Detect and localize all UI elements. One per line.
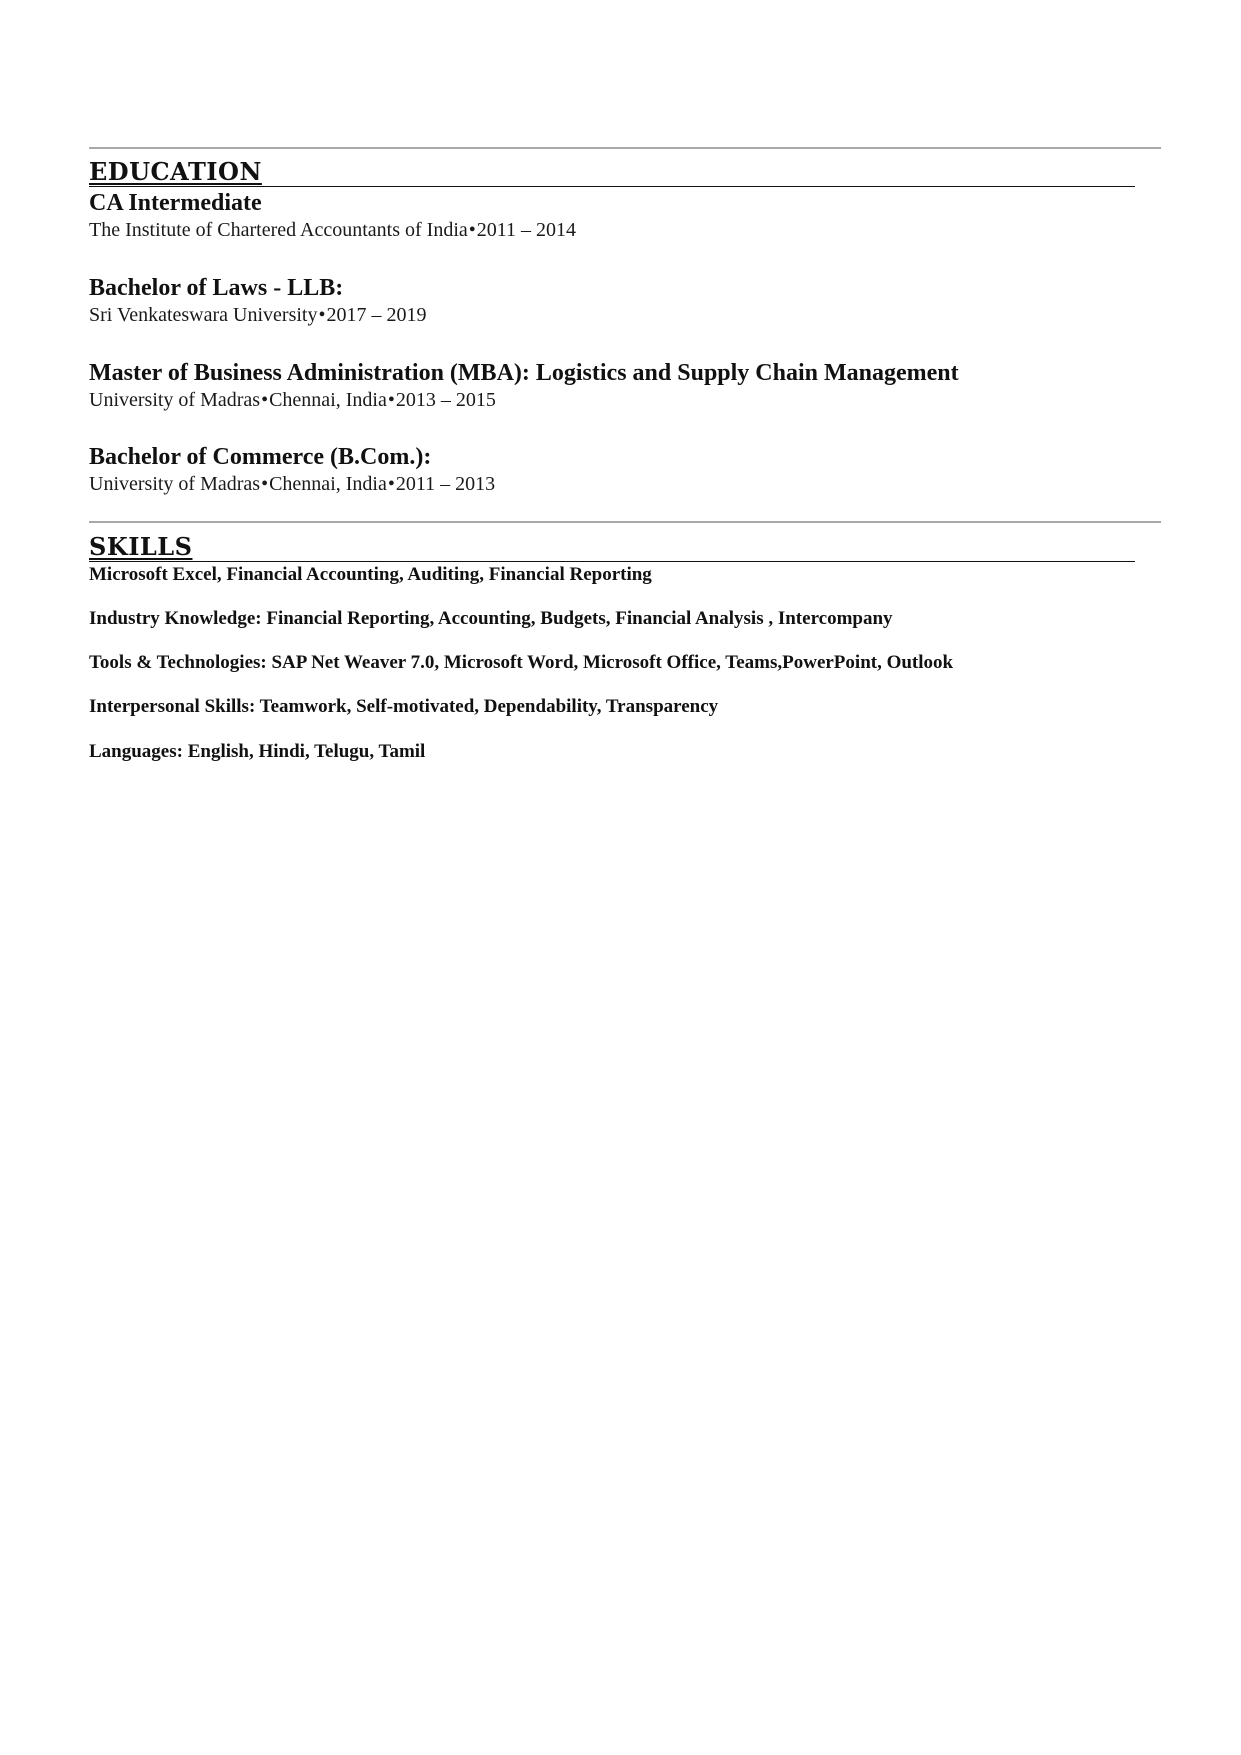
degree-title: Bachelor of Laws - LLB: <box>89 275 344 301</box>
degree-title: Master of Business Administration (MBA): Logistics and Supply Chain Management <box>89 360 959 386</box>
section-divider <box>89 521 1161 523</box>
skills-line-industry-knowledge: Industry Knowledge: Financial Reporting, Accounting, Budgets, Financial Analysis , Intercompany <box>89 608 893 629</box>
education-entry <box>89 443 1169 497</box>
institution: University of Madras <box>89 473 261 495</box>
education-entry <box>89 189 1169 243</box>
years: 2013 – 2015 <box>395 389 496 411</box>
location: Chennai, India <box>269 389 387 411</box>
institution: University of Madras <box>89 389 261 411</box>
degree-details <box>89 471 1169 497</box>
separator: • <box>468 219 476 241</box>
education-entry <box>89 359 1169 413</box>
skills-line-tools-technologies: Tools & Technologies: SAP Net Weaver 7.0, Microsoft Word, Microsoft Office, Teams,PowerPoint, Outlook <box>89 652 954 673</box>
separator: • <box>387 473 395 495</box>
degree-details <box>89 302 1169 328</box>
skills-heading: SKILLS <box>89 533 1135 562</box>
degree-title: Bachelor of Commerce (B.Com.): <box>89 444 432 470</box>
institution: Sri Venkateswara University <box>89 304 318 326</box>
separator: • <box>387 389 395 411</box>
degree-details <box>89 217 1169 243</box>
section-divider <box>89 147 1161 149</box>
skills-line-languages: Languages: English, Hindi, Telugu, Tamil <box>89 741 426 762</box>
separator: • <box>318 304 326 326</box>
education-entry <box>89 274 1169 328</box>
institution: The Institute of Chartered Accountants of India <box>89 219 468 241</box>
separator: • <box>261 473 269 495</box>
education-heading: EDUCATION <box>89 158 1135 187</box>
years: 2017 – 2019 <box>326 304 427 326</box>
degree-details <box>89 387 1169 413</box>
separator: • <box>261 389 269 411</box>
skills-line: Microsoft Excel, Financial Accounting, Auditing, Financial Reporting <box>89 564 652 585</box>
location: Chennai, India <box>269 473 387 495</box>
degree-title: CA Intermediate <box>89 190 262 216</box>
years: 2011 – 2013 <box>395 473 496 495</box>
skills-line-interpersonal: Interpersonal Skills: Teamwork, Self-motivated, Dependability, Transparency <box>89 696 719 717</box>
years: 2011 – 2014 <box>476 219 577 241</box>
